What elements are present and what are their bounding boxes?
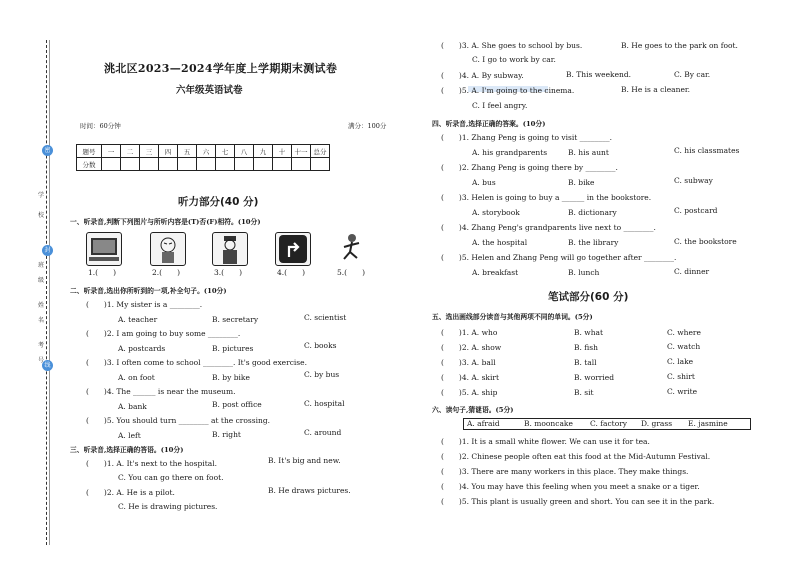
option-c: C. around xyxy=(304,428,342,437)
option-c: C. write xyxy=(667,387,698,396)
question: ( )3. A. She goes to school by bus. xyxy=(441,41,583,50)
option-b: B. his aunt xyxy=(568,148,609,157)
option-c: C. where xyxy=(667,328,701,337)
question: ( )4. A. skirt xyxy=(441,373,499,382)
option-b: B. fish xyxy=(574,343,598,352)
score-blank[interactable] xyxy=(311,158,330,171)
option-b: B. dictionary xyxy=(568,208,617,217)
option-b: B. bike xyxy=(568,178,595,187)
option-b: B. He is a cleaner. xyxy=(621,85,691,94)
option-c: C. dinner xyxy=(674,267,710,276)
question: ( )2. A. He is a pilot. xyxy=(86,488,175,497)
score-blank[interactable] xyxy=(254,158,273,171)
option-b: B. lunch xyxy=(568,268,600,277)
option-c: C. watch xyxy=(667,342,701,351)
option-a: A. left xyxy=(118,431,141,440)
word-bank-item: D. grass xyxy=(641,419,673,428)
question: ( )5. A. ship xyxy=(441,388,498,397)
seal-mark-1: 密 xyxy=(42,145,53,156)
option-b: B. He goes to the park on foot. xyxy=(621,41,738,50)
option-b: B. the library xyxy=(568,238,619,247)
option-c: C. I go to work by car. xyxy=(472,55,556,64)
seal-mark-2: 封 xyxy=(42,245,53,256)
option-c: C. hospital xyxy=(304,399,345,408)
option-b: B. right xyxy=(212,430,241,439)
option-c: C. He is drawing pictures. xyxy=(118,502,218,511)
question: ( )2. A. show xyxy=(441,343,502,352)
score-blank[interactable] xyxy=(216,158,235,171)
score-blank[interactable] xyxy=(292,158,311,171)
riddle: ( )5. This plant is usually green and short. You can see it in the park. xyxy=(441,497,715,506)
exam-time: 时间：60分钟 xyxy=(80,122,121,130)
margin-label: 姓 xyxy=(38,302,45,309)
picture-answer-2[interactable]: 2.( ) xyxy=(152,268,181,277)
question: ( )3. A. ball xyxy=(441,358,496,367)
score-blank[interactable] xyxy=(159,158,178,171)
picture-computer-icon xyxy=(86,232,122,266)
writing-heading: 笔试部分(60 分) xyxy=(548,291,629,303)
question: ( )3. Helen is going to buy a ______ in the bookstore. xyxy=(441,193,652,202)
option-b: B. It's big and new. xyxy=(268,456,341,465)
score-cell: 四 xyxy=(159,145,178,158)
option-b: B. This weekend. xyxy=(566,70,632,79)
margin-label: 级 xyxy=(38,277,45,284)
score-cell: 十一 xyxy=(292,145,311,158)
option-c: C. scientist xyxy=(304,313,347,322)
listening-heading: 听力部分(40 分) xyxy=(178,196,259,208)
score-blank[interactable] xyxy=(140,158,159,171)
option-c: C. By car. xyxy=(674,70,711,79)
score-cell: 七 xyxy=(216,145,235,158)
question: ( )1. My sister is a ________. xyxy=(86,300,203,309)
exam-title: 洮北区2023—2024学年度上学期期末测试卷 xyxy=(104,62,338,75)
option-b: B. pictures xyxy=(212,344,254,353)
section-3-title: 三、听录音,选择正确的答语。(10分) xyxy=(70,446,184,454)
option-c: C. subway xyxy=(674,176,713,185)
score-blank[interactable] xyxy=(273,158,292,171)
question: ( )2. I am going to buy some ________. xyxy=(86,329,241,338)
option-c: C. shirt xyxy=(667,372,695,381)
question: ( )4. A. By subway. xyxy=(441,71,524,80)
section-4-title: 四、听录音,选择正确的答案。(10分) xyxy=(432,120,546,128)
option-c: C. his classmates xyxy=(674,146,740,155)
score-blank[interactable] xyxy=(102,158,121,171)
option-b: B. post office xyxy=(212,400,262,409)
option-c: C. lake xyxy=(667,357,694,366)
option-a: A. teacher xyxy=(118,315,158,324)
question: ( )5. Helen and Zhang Peng will go together after ________. xyxy=(441,253,677,262)
seal-mark-3: 线 xyxy=(42,360,53,371)
score-cell: 五 xyxy=(178,145,197,158)
question: ( )1. A. who xyxy=(441,328,498,337)
option-a: A. bank xyxy=(118,402,147,411)
question: ( )1. A. It's next to the hospital. xyxy=(86,459,217,468)
option-a: A. on foot xyxy=(118,373,155,382)
binding-line-inner xyxy=(49,40,50,545)
picture-answer-1[interactable]: 1.( ) xyxy=(88,268,117,277)
score-cell: 二 xyxy=(121,145,140,158)
score-cell: 六 xyxy=(197,145,216,158)
score-cell: 八 xyxy=(235,145,254,158)
option-c: C. by bus xyxy=(304,370,340,379)
picture-answer-3[interactable]: 3.( ) xyxy=(214,268,243,277)
option-b: B. what xyxy=(574,328,604,337)
binding-line xyxy=(46,40,47,545)
score-cell: 十 xyxy=(273,145,292,158)
question: ( )4. Zhang Peng's grandparents live next to ________. xyxy=(441,223,656,232)
score-blank[interactable] xyxy=(197,158,216,171)
word-bank-item: A. afraid xyxy=(467,419,500,428)
option-a: A. bus xyxy=(472,178,496,187)
score-blank[interactable] xyxy=(235,158,254,171)
option-b: B. by bike xyxy=(212,373,250,382)
option-b: B. sit xyxy=(574,388,594,397)
option-c: C. the bookstore xyxy=(674,237,737,246)
option-c: C. books xyxy=(304,341,337,350)
section-6-title: 六、读句子,猜谜语。(5分) xyxy=(432,406,514,414)
exam-subtitle: 六年级英语试卷 xyxy=(176,85,243,96)
score-cell: 九 xyxy=(254,145,273,158)
score-cell: 总分 xyxy=(311,145,330,158)
question: ( )3. I often come to school ________. It's good exercise. xyxy=(86,358,307,367)
word-bank-item: C. factory xyxy=(590,419,628,428)
score-blank[interactable] xyxy=(178,158,197,171)
option-c: C. You can go there on foot. xyxy=(118,473,224,482)
word-bank-item: B. mooncake xyxy=(524,419,573,428)
section-1-title: 一、听录音,判断下列图片与所听内容是(T)否(F)相符。(10分) xyxy=(70,218,261,226)
option-b: B. worried xyxy=(574,373,615,382)
score-cell: 三 xyxy=(140,145,159,158)
riddle: ( )2. Chinese people often eat this food at the Mid-Autumn Festival. xyxy=(441,452,711,461)
option-b: B. He draws pictures. xyxy=(268,486,351,495)
option-a: A. postcards xyxy=(118,344,166,353)
picture-angry-girl-icon xyxy=(150,232,186,266)
margin-label: 校 xyxy=(38,212,45,219)
picture-answer-4[interactable]: 4.( ) xyxy=(277,268,306,277)
question: ( )5. A. I'm going to the cinema. xyxy=(441,86,575,95)
picture-answer-5[interactable]: 5.( ) xyxy=(337,268,366,277)
option-a: A. his grandparents xyxy=(472,148,548,157)
option-a: A. breakfast xyxy=(472,268,519,277)
exam-total-score: 满分：100分 xyxy=(348,122,387,130)
score-table xyxy=(76,144,330,171)
option-b: B. secretary xyxy=(212,315,259,324)
score-cell: 一 xyxy=(102,145,121,158)
option-a: A. the hospital xyxy=(472,238,528,247)
word-bank-item: E. jasmine xyxy=(688,419,728,428)
question: ( )4. The ______ is near the museum. xyxy=(86,387,236,396)
margin-label: 学 xyxy=(38,192,45,199)
margin-label: 号 xyxy=(38,357,45,364)
option-c: C. postcard xyxy=(674,206,718,215)
option-a: A. storybook xyxy=(472,208,520,217)
question: ( )2. Zhang Peng is going there by ________. xyxy=(441,163,618,172)
question: ( )5. You should turn ________ at the crossing. xyxy=(86,416,271,425)
score-blank[interactable] xyxy=(121,158,140,171)
riddle: ( )4. You may have this feeling when you meet a snake or a tiger. xyxy=(441,482,700,491)
section-2-title: 二、听录音,选出你所听到的一项,补全句子。(10分) xyxy=(70,287,227,295)
picture-running-boy-icon xyxy=(335,232,369,264)
riddle: ( )1. It is a small white flower. We can use it for tea. xyxy=(441,437,650,446)
question: ( )1. Zhang Peng is going to visit ________. xyxy=(441,133,613,142)
margin-label: 名 xyxy=(38,317,45,324)
riddle: ( )3. There are many workers in this place. They make things. xyxy=(441,467,689,476)
score-cell: 题号 xyxy=(77,145,102,158)
picture-turn-right-sign-icon xyxy=(275,232,311,266)
score-cell: 分数 xyxy=(77,158,102,171)
picture-policeman-icon xyxy=(212,232,248,266)
section-5-title: 五、选出画线部分读音与其他两项不同的单词。(5分) xyxy=(432,313,593,321)
margin-label: 班 xyxy=(38,262,45,269)
option-b: B. tall xyxy=(574,358,597,367)
option-c: C. I feel angry. xyxy=(472,101,528,110)
margin-label: 考 xyxy=(38,342,45,349)
